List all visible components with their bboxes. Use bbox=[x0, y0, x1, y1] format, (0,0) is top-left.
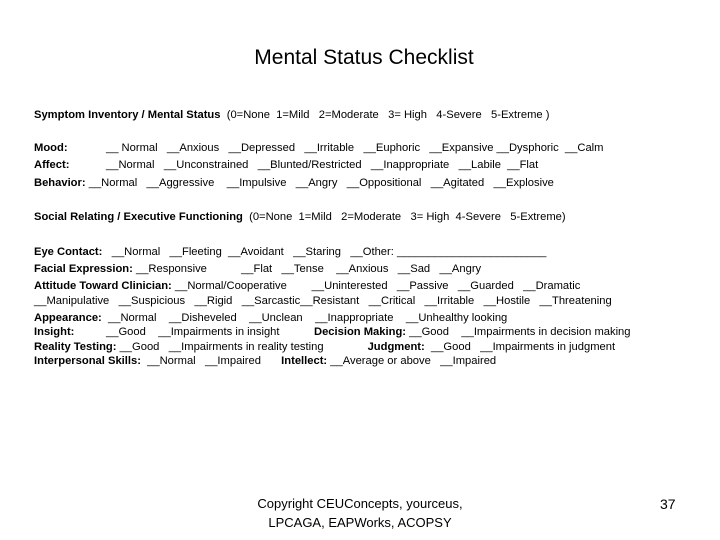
interpersonal-skills-options: __Normal __Impaired bbox=[147, 355, 261, 367]
mood-options: __ Normal __Anxious __Depressed __Irritable __Euphoric __Expansive __Dysphoric __Calm bbox=[106, 142, 604, 154]
intellect-label: Intellect: bbox=[281, 355, 328, 367]
reality-testing-options: __Good __Impairments in reality testing bbox=[119, 341, 324, 353]
decision-making-options: __Good __Impairments in decision making bbox=[409, 326, 631, 338]
affect-label: Affect: bbox=[34, 159, 70, 171]
eye-contact-row bbox=[34, 245, 546, 259]
interpersonal-skills-row bbox=[34, 354, 496, 368]
insight-row bbox=[34, 325, 631, 339]
page-number: 37 bbox=[660, 496, 676, 512]
affect-row bbox=[34, 158, 538, 172]
insight-options: __Good __Impairments in insight bbox=[106, 326, 280, 338]
attitude-continued-row: __Manipulative __Suspicious __Rigid __Sarcastic__Resistant __Critical __Irritable __Hostile __Threatening bbox=[34, 295, 612, 307]
eye-contact-options: __Normal __Fleeting __Avoidant __Staring __Other: ________________________ bbox=[111, 246, 547, 258]
affect-options: __Normal __Unconstrained __Blunted/Restricted __Inappropriate __Labile __Flat bbox=[106, 159, 539, 171]
facial-expression-label: Facial Expression: bbox=[34, 263, 133, 275]
reality-testing-row bbox=[34, 340, 615, 354]
interpersonal-skills-label: Interpersonal Skills: bbox=[34, 355, 141, 367]
judgment-options: __Good __Impairments in judgment bbox=[430, 341, 616, 353]
reality-testing-label: Reality Testing: bbox=[34, 341, 117, 353]
symptom-scale: (0=None 1=Mild 2=Moderate 3= High 4-Severe 5-Extreme ) bbox=[226, 109, 550, 121]
copyright-notice: Copyright CEUConcepts, yourceus, LPCAGA, EAPWorks, ACOPSY bbox=[257, 496, 463, 530]
decision-making-label: Decision Making: bbox=[314, 326, 407, 338]
appearance-label: Appearance: bbox=[34, 312, 102, 324]
symptom-inventory-header bbox=[34, 108, 549, 122]
appearance-row bbox=[34, 311, 507, 325]
insight-label: Insight: bbox=[34, 326, 75, 338]
social-relating-scale: (0=None 1=Mild 2=Moderate 3= High 4-Severe 5-Extreme) bbox=[249, 211, 566, 223]
social-relating-header bbox=[34, 210, 566, 224]
eye-contact-label: Eye Contact: bbox=[34, 246, 103, 258]
social-relating-label: Social Relating / Executive Functioning bbox=[34, 211, 243, 223]
appearance-options: __Normal __Disheveled __Unclean __Inappropriate __Unhealthy looking bbox=[108, 312, 508, 324]
mood-row bbox=[34, 141, 603, 155]
judgment-label: Judgment: bbox=[367, 341, 425, 353]
attitude-options: __Normal/Cooperative __Uninterested __Passive __Guarded __Dramatic bbox=[174, 280, 581, 292]
symptom-inventory-label: Symptom Inventory / Mental Status bbox=[34, 109, 221, 121]
behavior-label: Behavior: bbox=[34, 177, 86, 189]
page-title: Mental Status Checklist bbox=[254, 46, 474, 69]
attitude-row bbox=[34, 279, 580, 293]
mood-label: Mood: bbox=[34, 142, 68, 154]
intellect-options: __Average or above __Impaired bbox=[330, 355, 497, 367]
facial-expression-options: __Responsive __Flat __Tense __Anxious __Sad __Angry bbox=[135, 263, 482, 275]
facial-expression-row bbox=[34, 262, 481, 276]
behavior-row bbox=[34, 176, 554, 190]
attitude-label: Attitude Toward Clinician: bbox=[34, 280, 172, 292]
behavior-options: __Normal __Aggressive __Impulsive __Angry __Oppositional __Agitated __Explosive bbox=[88, 177, 554, 189]
